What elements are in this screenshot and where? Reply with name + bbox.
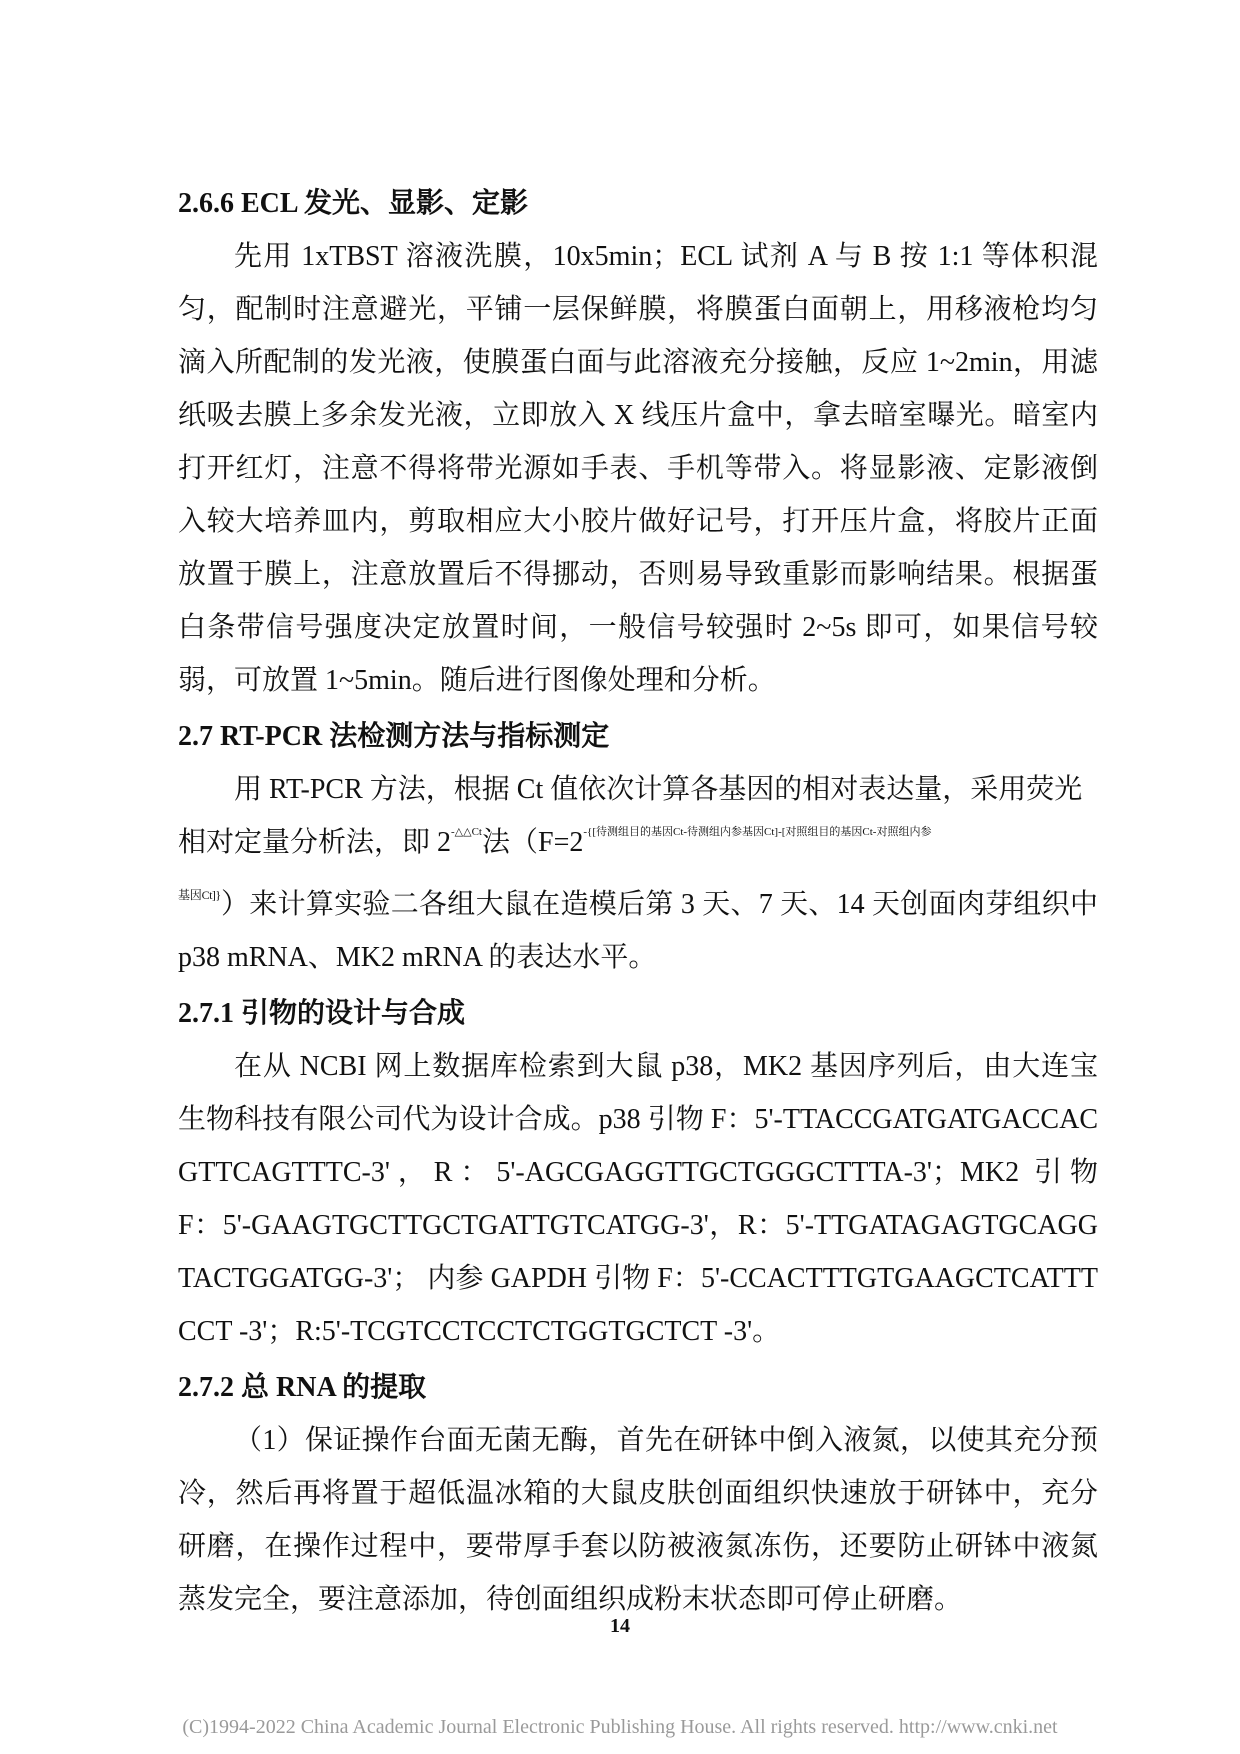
rt-pcr-formula-line <box>178 816 1098 869</box>
copyright-footer: (C)1994-2022 China Academic Journal Electronic Publishing House. All rights reserved. http://www.cnki.net <box>182 1716 1058 1738</box>
formula-mid: 法（F=2 <box>482 827 584 858</box>
paragraph-ecl-procedure: 先用 1xTBST 溶液洗膜，10x5min；ECL 试剂 A 与 B 按 1:1 等体积混匀，配制时注意避光，平铺一层保鲜膜，将膜蛋白面朝上，用移液枪均匀滴入所配制的发光液，使膜蛋白面与此溶液充分接触，反应 1~2min，用滤纸吸去膜上多余发光液，立即放入 X 线压片盒中，拿去暗室曝光。暗室内打开红灯，注意不得将带光源如手表、手机等带入。将显影液、定影液倒入较大培养皿内，剪取相应大小胶片做好记号，打开压片盒，将胶片正面放置于膜上，注意放置后不得挪动，否则易导致重影而影响结果。根据蛋白条带信号强度决定放置时间，一般信号较强时 2~5s 即可，如果信号较弱，可放置 1~5min。随后进行图像处理和分析。 <box>178 241 1098 696</box>
section-heading-2-7-1: 2.7.1 引物的设计与合成 <box>178 998 466 1029</box>
section-heading-2-7: 2.7 RT-PCR 法检测方法与指标测定 <box>178 721 610 752</box>
rt-pcr-line-3 <box>178 869 1098 984</box>
paragraph-rna-extraction: （1）保证操作台面无菌无酶，首先在研钵中倒入液氮，以使其充分预冷，然后再将置于超低温冰箱的大鼠皮肤创面组织快速放于研钵中，充分研磨，在操作过程中，要带厚手套以防被液氮冻伤，还要防止研钵中液氮蒸发完全，要注意添加，待创面组织成粉末状态即可停止研磨。 <box>178 1425 1098 1615</box>
formula-exponent-ddct: -△△Ct <box>451 826 482 838</box>
section-heading-2-6-6: 2.6.6 ECL 发光、显影、定影 <box>178 188 529 219</box>
paragraph-rt-pcr <box>178 763 1098 984</box>
page-number: 14 <box>610 1615 630 1637</box>
section-heading-2-7-2: 2.7.2 总 RNA 的提取 <box>178 1372 427 1403</box>
formula-prefix: 相对定量分析法，即 2 <box>178 827 452 858</box>
page-content <box>178 186 1098 1626</box>
rt-pcr-line-1: 用 RT-PCR 方法，根据 Ct 值依次计算各基因的相对表达量，采用荧光 <box>234 774 1083 805</box>
rt-pcr-line-3-text: ）来计算实验二各组大鼠在造模后第 3 天、7 天、14 天创面肉芽组织中 p38 mRNA、MK2 mRNA 的表达水平。 <box>178 889 1098 973</box>
paragraph-primer-design: 在从 NCBI 网上数据库检索到大鼠 p38，MK2 基因序列后，由大连宝生物科技有限公司代为设计合成。p38 引物 F：5'-TTACCGATGATGACCACGTTCAGTTTC-3'，R：5'-AGCGAGGTTGCTGGGCTTTA-3'；MK2 引物 F：5'-GAAGTGCTTGCTGATTGTCATGG-3'，R：5'-TTGATAGAGTGCAGGTACTGGATGG-3'； 内参 GAPDH 引物 F：5'-CCACTTTGTGAAGCTCATTTCCT -3'；R:5'-TCGTCCTCCTCTGGTGCTCT -3'。 <box>178 1051 1098 1347</box>
formula-exponent-tail: 基因Ct]} <box>178 888 221 902</box>
formula-exponent-long: -{[待测组目的基因Ct-待测组内参基因Ct]-[对照组目的基因Ct-对照组内参 <box>583 826 932 838</box>
